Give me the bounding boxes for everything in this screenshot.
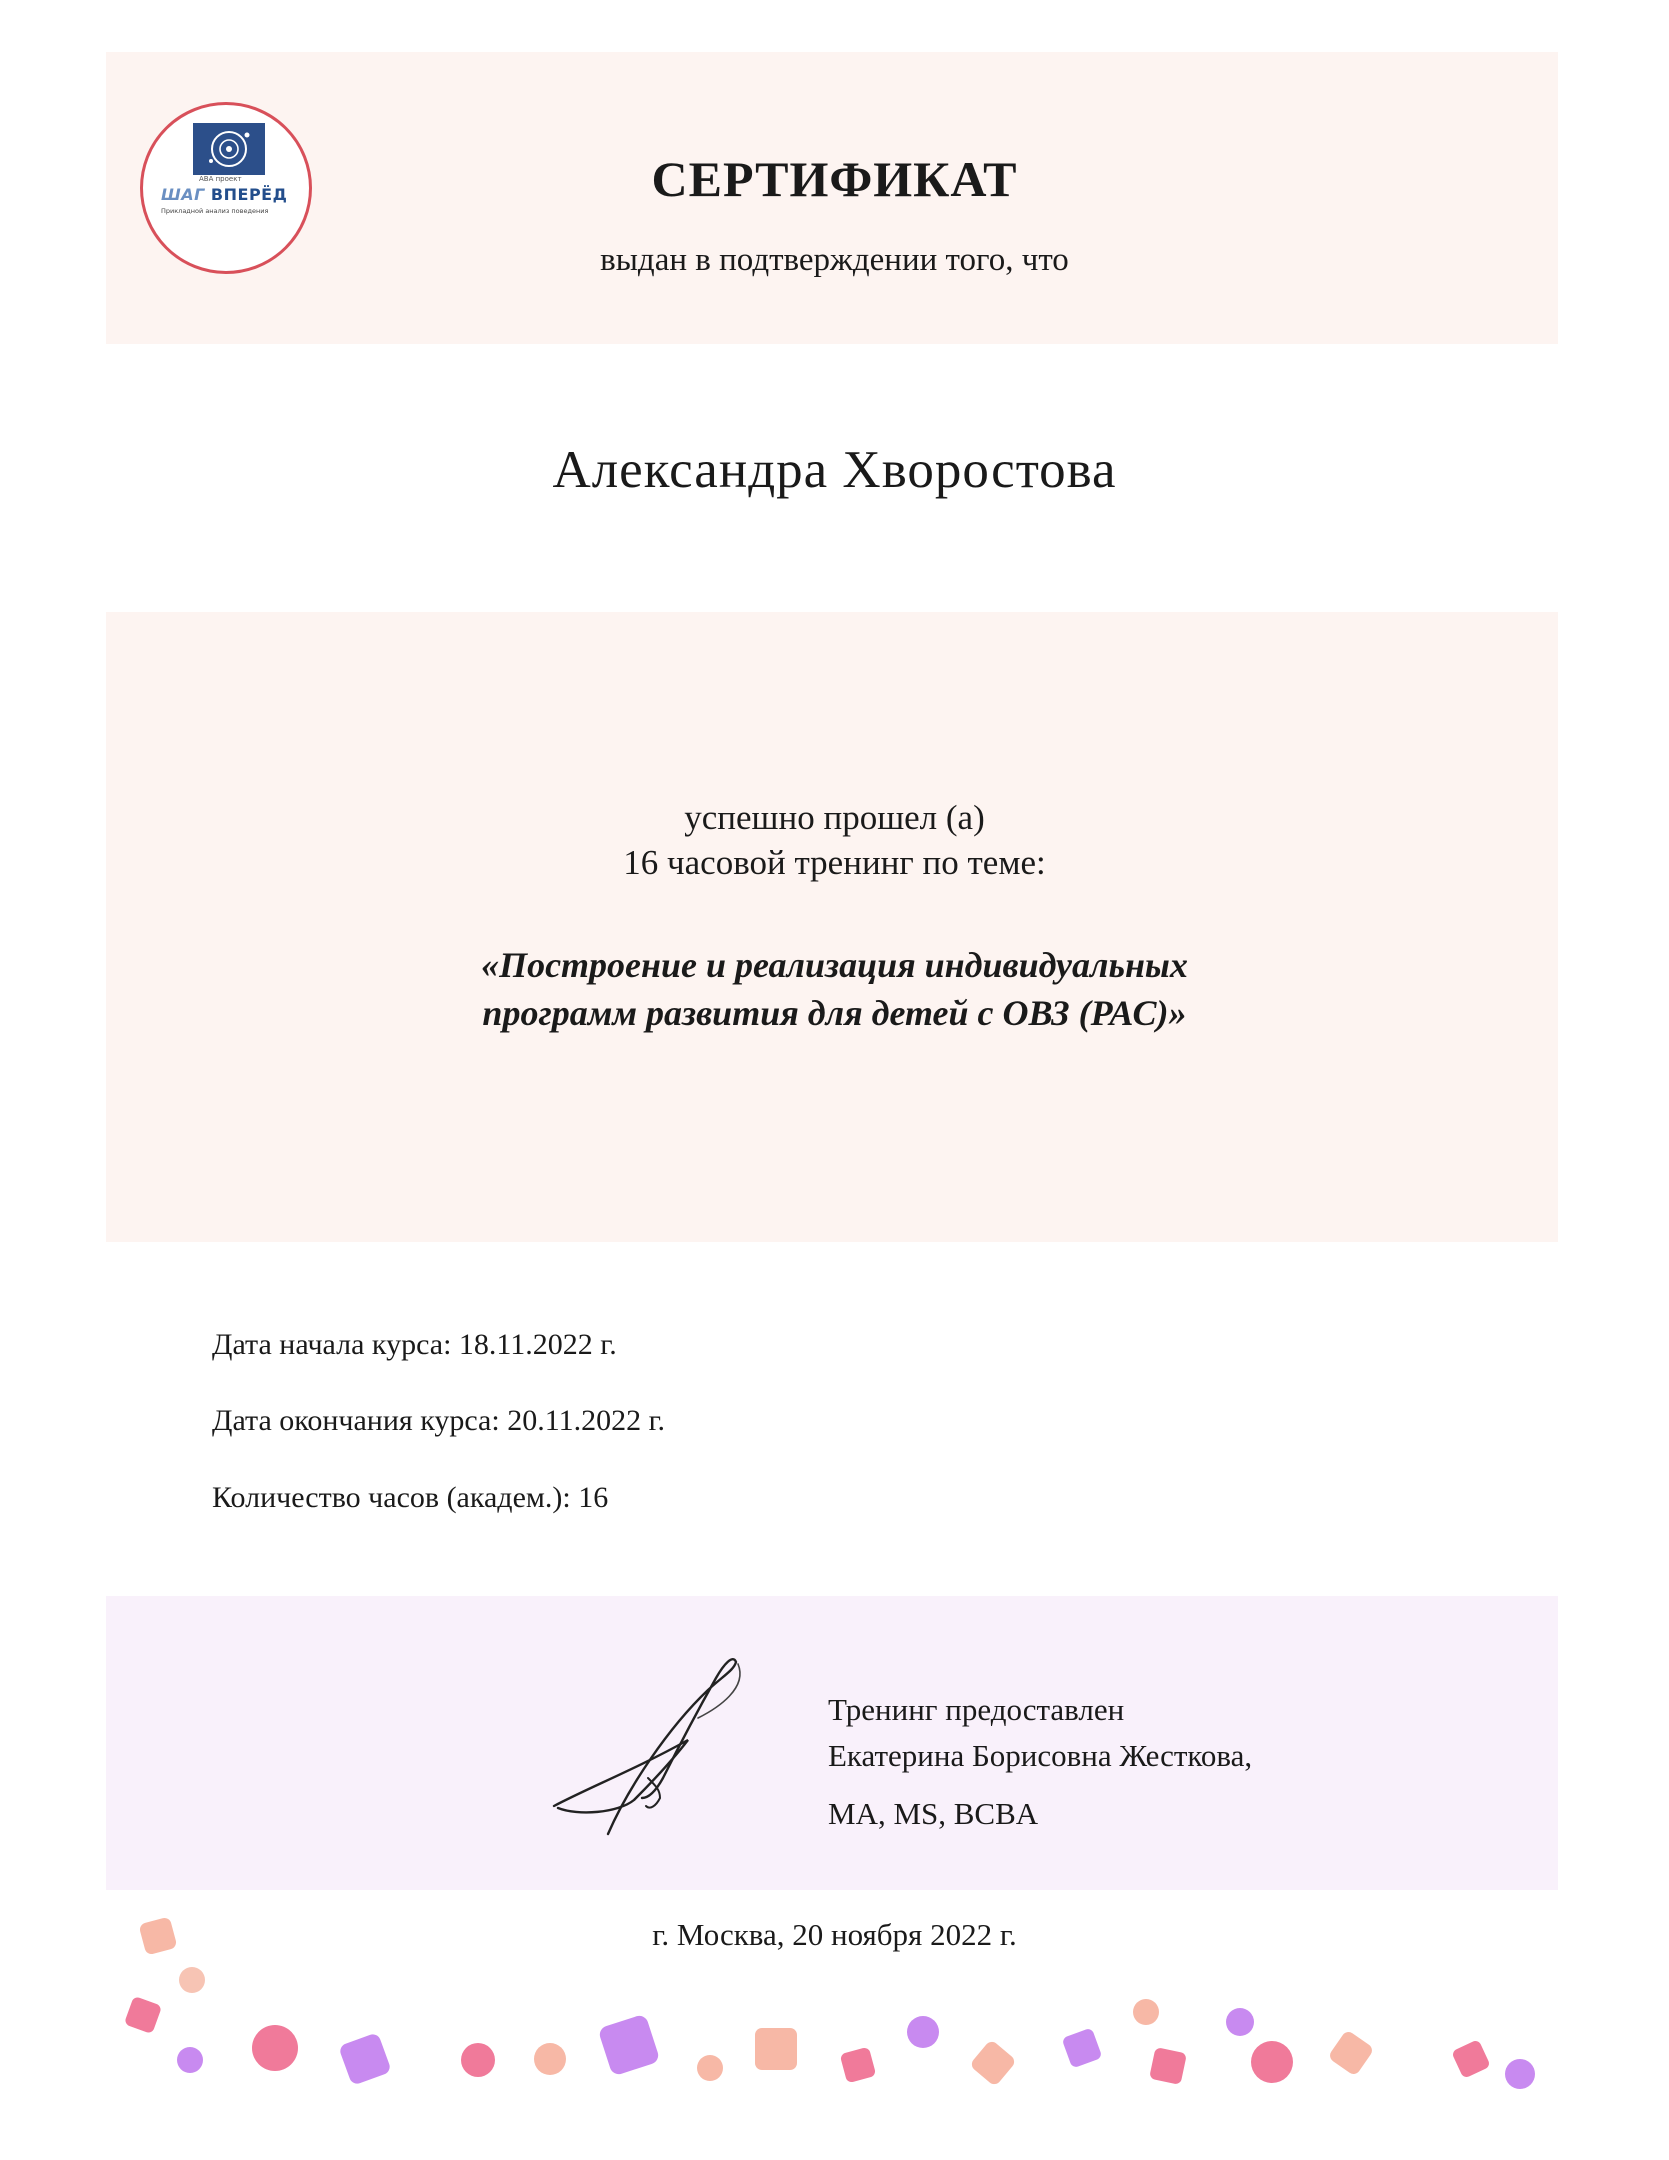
course-band (106, 612, 1558, 1242)
certificate-title: СЕРТИФИКАТ (651, 151, 1018, 207)
provider-credentials: MA, MS, BCBA (828, 1796, 1039, 1831)
certificate-subtitle: выдан в подтверждении того, что (600, 242, 1069, 278)
passed-text: успешно прошел (а) (684, 798, 985, 837)
course-start-date: Дата начала курса: 18.11.2022 г. (212, 1328, 617, 1361)
course-topic-line-1: «Построение и реализация индивидуальных (481, 945, 1188, 985)
course-end-date: Дата окончания курса: 20.11.2022 г. (212, 1404, 666, 1437)
logo-small-text: АВА проект (199, 175, 242, 183)
academic-hours: Количество часов (академ.): 16 (212, 1481, 609, 1514)
provider-line-1: Тренинг предоставлен (828, 1692, 1125, 1727)
provider-name: Екатерина Борисовна Жесткова, (828, 1738, 1253, 1773)
course-topic-line-2: программ развития для детей с ОВЗ (РАС)» (482, 993, 1187, 1033)
training-hours-text: 16 часовой тренинг по теме: (623, 843, 1046, 882)
logo-brand-part1: ШАГ (161, 185, 205, 204)
recipient-name: Александра Хворостова (552, 441, 1117, 499)
logo-tagline: Прикладной анализ поведения (161, 207, 269, 215)
logo-brand-part2: ВПЕРЁД (210, 185, 288, 204)
signature (548, 1648, 788, 1848)
place-and-date: г. Москва, 20 ноября 2022 г. (652, 1917, 1017, 1952)
confetti-decoration (0, 1900, 1669, 2160)
